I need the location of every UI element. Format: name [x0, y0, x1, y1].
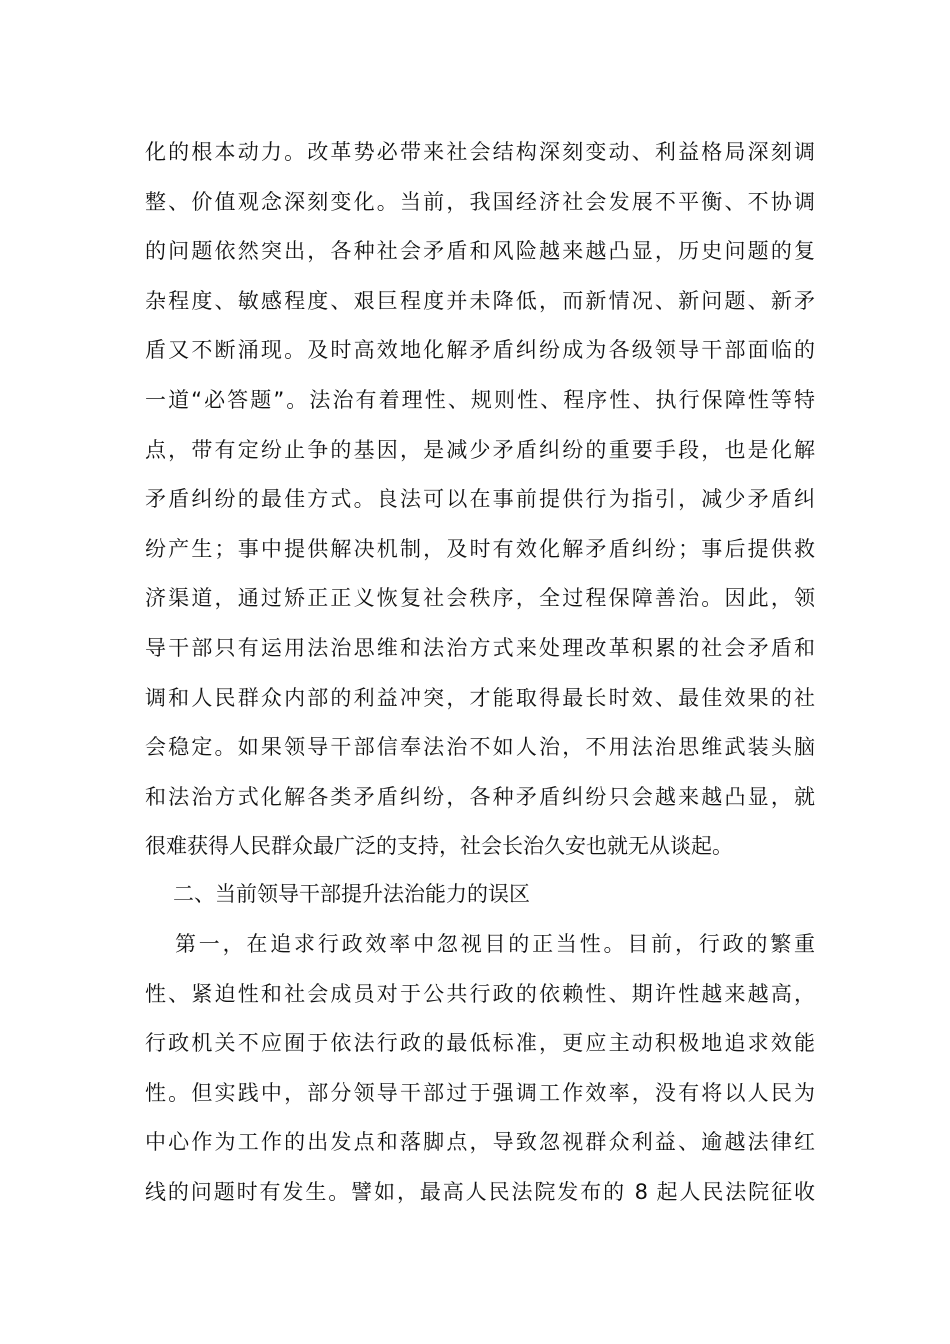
section-heading: 二、当前领导干部提升法治能力的误区: [173, 882, 530, 906]
paragraph-2-line: 线的问题时有发生。譬如，最高人民法院发布的 8 起人民法院征收: [145, 1179, 815, 1204]
paragraph-1-line: 会稳定。如果领导干部信奉法治不如人治，不用法治思维武装头脑: [145, 735, 815, 760]
paragraph-2-line: 第一，在追求行政效率中忽视目的正当性。目前，行政的繁重: [175, 932, 815, 956]
paragraph-1-line: 点，带有定纷止争的基因，是减少矛盾纠纷的重要手段，也是化解: [145, 437, 815, 462]
paragraph-1-line: 的问题依然突出，各种社会矛盾和风险越来越凸显，历史问题的复: [145, 239, 815, 264]
paragraph-1-line: 矛盾纠纷的最佳方式。良法可以在事前提供行为指引，减少矛盾纠: [145, 487, 815, 512]
paragraph-2-line: 性、紧迫性和社会成员对于公共行政的依赖性、期许性越来越高，: [145, 981, 815, 1006]
paragraph-2-line: 行政机关不应囿于依法行政的最低标准，更应主动积极地追求效能: [145, 1031, 815, 1056]
paragraph-1-line: 很难获得人民群众最广泛的支持，社会长治久安也就无从谈起。: [145, 834, 733, 859]
paragraph-1-line: 和法治方式化解各类矛盾纠纷，各种矛盾纠纷只会越来越凸显，就: [145, 784, 815, 809]
paragraph-2: [145, 920, 815, 1218]
paragraph-2-line: 性。但实践中，部分领导干部过于强调工作效率，没有将以人民为: [145, 1080, 815, 1105]
paragraph-1-line: 济渠道，通过矫正正义恢复社会秩序，全过程保障善治。因此，领: [145, 586, 815, 611]
paragraph-1-line: 整、价值观念深刻变化。当前，我国经济社会发展不平衡、不协调: [145, 189, 815, 214]
paragraph-1-line: 盾又不断涌现。及时高效地化解矛盾纠纷成为各级领导干部面临的: [145, 338, 815, 363]
paragraph-1-line: 导干部只有运用法治思维和法治方式来处理改革积累的社会矛盾和: [145, 635, 815, 660]
paragraph-1-line: 化的根本动力。改革势必带来社会结构深刻变动、利益格局深刻调: [145, 140, 815, 164]
paragraph-1-line: 调和人民群众内部的利益冲突，才能取得最长时效、最佳效果的社: [145, 685, 815, 710]
paragraph-2-line: 中心作为工作的出发点和落脚点，导致忽视群众利益、逾越法律红: [145, 1130, 815, 1155]
paragraph-1-line: 一道“必答题”。法治有着理性、规则性、程序性、执行保障性等特: [145, 387, 815, 412]
paragraph-1-line: 纷产生；事中提供解决机制，及时有效化解矛盾纠纷；事后提供救: [145, 536, 815, 561]
paragraph-1: [145, 128, 815, 872]
paragraph-1-line: 杂程度、敏感程度、艰巨程度并未降低，而新情况、新问题、新矛: [145, 288, 815, 313]
